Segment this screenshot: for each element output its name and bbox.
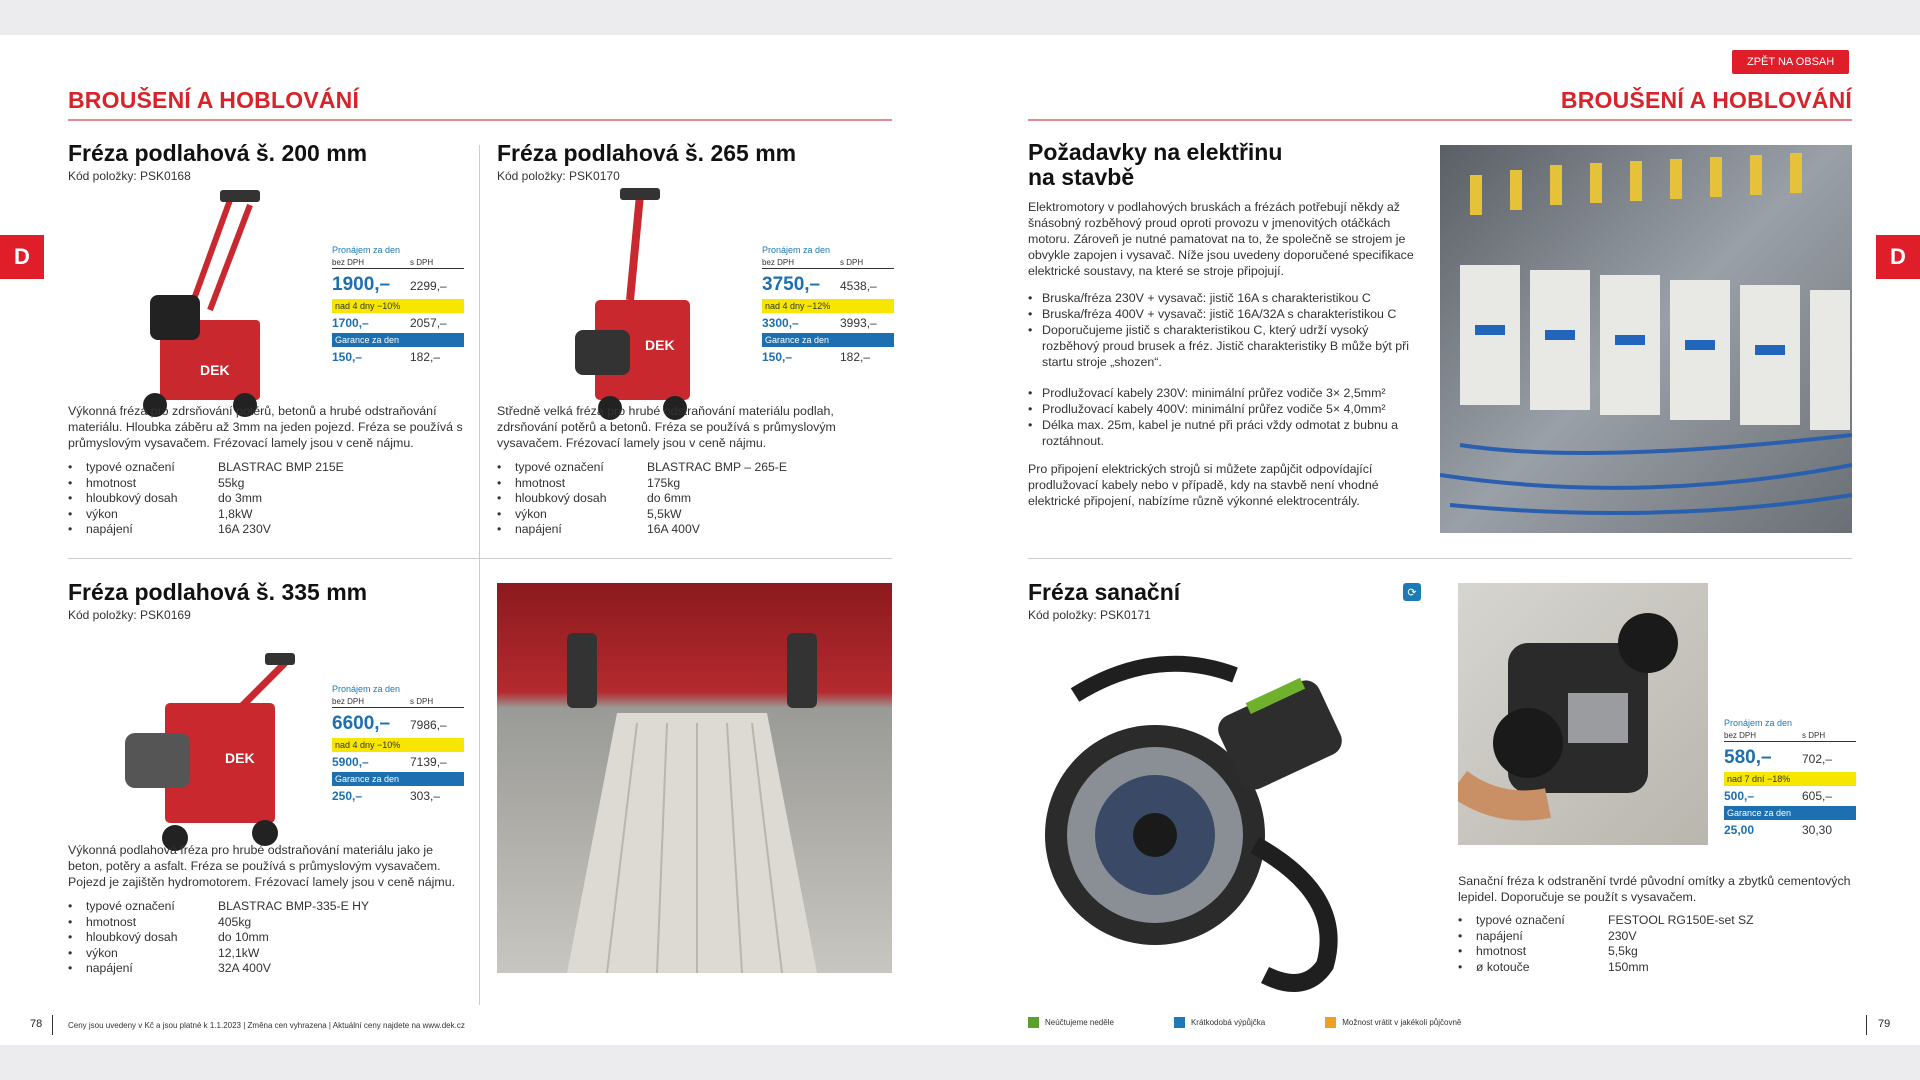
price-header: Pronájem za den [332,245,401,255]
grinder-in-use-photo [1458,583,1708,845]
floor-milling-machine-image [115,623,295,863]
price-discount: 1700,– [332,316,369,330]
product-description: Středně velká fréza pro hrubé odstraňování materiálu podlah, zdrsňování potěrů a betonů. Fréza se používá s průmyslovým vysavačem. Frézovací lamely jsou v ceně nájmu. [497,404,836,450]
section-tab[interactable]: D [1876,235,1920,279]
guarantee-label: Garance za den [332,333,464,347]
short-term-rental-icon [1174,1017,1185,1028]
price-discount-vat: 605,– [1802,789,1833,803]
renovation-grinder-image [1035,635,1375,1005]
footer-divider [1866,1015,1867,1035]
power-intro: Elektromotory v podlahových bruskách a frézách potřebují někdy až šnásobný rozběhový proud oproti provozu v jmenovitých otáčkách motoru. Zároveň je nutné pamatovat na to, že společně se strojem je obvykle zapojen i vysavač. Níže jsou uvedeny doporučené specifikace elektrické soustavy, na které se stroje připojují. [1028,200,1414,278]
svg-text:DEK: DEK [645,337,675,353]
footer-divider [52,1015,53,1035]
legend-item: Krátkodobá výpůjčka [1174,1017,1265,1028]
col-with-vat: s DPH [840,258,864,267]
price-main-vat: 7986,– [410,718,447,732]
power-outro: Pro připojení elektrických strojů si můžete zapůjčit odpovídající prodlužovací kabely nebo v případě, kdy na stavbě není vhodné elektrické připojení, nabízíme různě výkonné elektrocentrály. [1028,462,1379,508]
row-divider [1028,558,1852,559]
spec-list: • typové označení BLASTRAC BMP – 265-E • hmotnost 175kg • hloubkový dosah do 6mm • výkon 5,5kW • napájení 16A 400V [497,460,787,537]
breaker-list: • Bruska/fréza 230V + vysavač: jistič 16A s charakteristikou C • Bruska/fréza 400V + vysavač: jistič 16A/32A s charakteristikou C • Doporučujeme jistič s charakteristikou C, který udrží vysoký rozběhový proud brusek a fréz. Jistič charakteristiky B může být při startu stroje „shozen“. [1028,291,1410,369]
section-title: BROUŠENÍ A HOBLOVÁNÍ [1560,87,1852,113]
floor-milling-machine-image [120,180,300,430]
product-description: Výkonná fréza pro zdrsňování potěrů, betonů a hrubé odstraňování materiálu. Hloubka záběru až 3mm na jeden pojezd. Fréza se používá s průmyslovým vysavačem. Frézovací lamely jsou v ceně nájmu. [68,404,463,450]
page-number: 79 [1878,1018,1891,1030]
product-description: Sanační fréza k odstranění tvrdé původní omítky a zbytků cementových lepidel. Doporučuje se použít s vysavačem. [1458,874,1851,904]
price-guarantee: 150,– [762,350,793,364]
price-main-vat: 702,– [1802,752,1833,766]
price-discount: 5900,– [332,755,369,769]
price-guarantee-vat: 30,30 [1802,823,1833,837]
product-code: Kód položky: PSK0169 [68,608,191,622]
electrical-panel-photo [1440,145,1852,533]
column-divider [479,145,480,1005]
cable-list: • Prodlužovací kabely 230V: minimální průřez vodiče 3× 2,5mm² • Prodlužovací kabely 400V: minimální průřez vodiče 5× 4,0mm² • Délka max. 25m, kabel je nutné při práci vždy odmotat z bubnu a roztáhnout. [1028,386,1399,448]
price-main: 3750,– [762,274,821,295]
spec-list: • typové označení BLASTRAC BMP-335-E HY • hmotnost 405kg • hloubkový dosah do 10mm • výkon 12,1kW • napájení 32A 400V [68,899,370,976]
price-guarantee-vat: 303,– [410,789,441,803]
floor-milling-machine-image [560,180,720,430]
price-guarantee-vat: 182,– [840,350,871,364]
col-without-vat: bez DPH [332,697,365,706]
short-term-rental-icon: ⟳ [1403,583,1421,601]
col-with-vat: s DPH [1802,731,1826,740]
col-with-vat: s DPH [410,697,434,706]
discount-label: nad 7 dní −18% [1724,772,1856,786]
section-title: BROUŠENÍ A HOBLOVÁNÍ [68,87,360,113]
discount-label: nad 4 dny −12% [762,299,894,313]
right-page [960,35,1920,1045]
product-title: Fréza podlahová š. 200 mm [68,140,368,166]
section-tab[interactable]: D [0,235,44,279]
product-code: Kód položky: PSK0171 [1028,608,1151,622]
guarantee-label: Garance za den [762,333,894,347]
discount-label: nad 4 dny −10% [332,299,464,313]
product-code: Kód položky: PSK0168 [68,169,191,183]
price-discount: 3300,– [762,316,799,330]
price-main: 6600,– [332,713,391,734]
col-without-vat: bez DPH [1724,731,1757,740]
svg-text:DEK: DEK [200,362,230,378]
product-description: Výkonná podlahová fréza pro hrubé odstraňování materiálu jako je beton, potěry a asfalt. Fréza se používá s průmyslovým vysavačem. Pojezd je zajištěn hydromotorem. Frézovací lamely jsou v ceně nájmu. [68,843,456,889]
col-without-vat: bez DPH [332,258,365,267]
price-header: Pronájem za den [1724,718,1793,728]
svg-text:DEK: DEK [225,750,255,766]
guarantee-label: Garance za den [1724,806,1856,820]
price-guarantee-vat: 182,– [410,350,441,364]
return-anywhere-icon [1325,1017,1336,1028]
col-without-vat: bez DPH [762,258,795,267]
price-main-vat: 4538,– [840,279,877,293]
footer-text: Ceny jsou uvedeny v Kč a jsou platné k 1.1.2023 | Změna cen vyhrazena | Aktuální ceny najdete na www.dek.cz [68,1021,465,1030]
legend [1028,1017,1461,1028]
legend-item: Možnost vrátit v jakékoli půjčovně [1325,1017,1461,1028]
price-guarantee: 25,00 [1724,823,1755,837]
price-discount: 500,– [1724,789,1755,803]
milled-floor-photo [497,583,892,973]
row-divider [68,558,892,559]
back-to-contents-button[interactable]: ZPĚT NA OBSAH [1732,50,1849,74]
price-main-vat: 2299,– [410,279,447,293]
price-guarantee: 150,– [332,350,363,364]
price-discount-vat: 3993,– [840,316,877,330]
product-title: Fréza sanační [1028,579,1181,605]
title-rule [68,119,892,121]
discount-label: nad 4 dny −10% [332,738,464,752]
spec-list: • typové označení FESTOOL RG150E-set SZ • napájení 230V • hmotnost 5,5kg • ø kotouče 150mm [1458,913,1754,974]
price-guarantee: 250,– [332,789,363,803]
product-title: Fréza podlahová š. 265 mm [497,140,797,166]
price-discount-vat: 2057,– [410,316,447,330]
guarantee-label: Garance za den [332,772,464,786]
price-box [1724,718,1856,840]
price-header: Pronájem za den [332,684,401,694]
spec-list: • typové označení BLASTRAC BMP 215E • hmotnost 55kg • hloubkový dosah do 3mm • výkon 1,8kW • napájení 16A 230V [68,460,344,537]
price-box [762,245,894,367]
price-main: 580,– [1724,747,1772,768]
price-header: Pronájem za den [762,245,831,255]
price-discount-vat: 7139,– [410,755,447,769]
product-code: Kód položky: PSK0170 [497,169,620,183]
left-page [0,35,960,1045]
power-title: Požadavky na elektřinu na stavbě [1028,139,1283,190]
price-box [332,245,464,367]
no-sunday-charge-icon [1028,1017,1039,1028]
legend-item: Neúčtujeme neděle [1028,1017,1114,1028]
product-title: Fréza podlahová š. 335 mm [68,579,368,605]
price-box [332,684,464,806]
col-with-vat: s DPH [410,258,434,267]
title-rule [1028,119,1852,121]
page-number: 78 [30,1018,43,1030]
price-main: 1900,– [332,274,391,295]
